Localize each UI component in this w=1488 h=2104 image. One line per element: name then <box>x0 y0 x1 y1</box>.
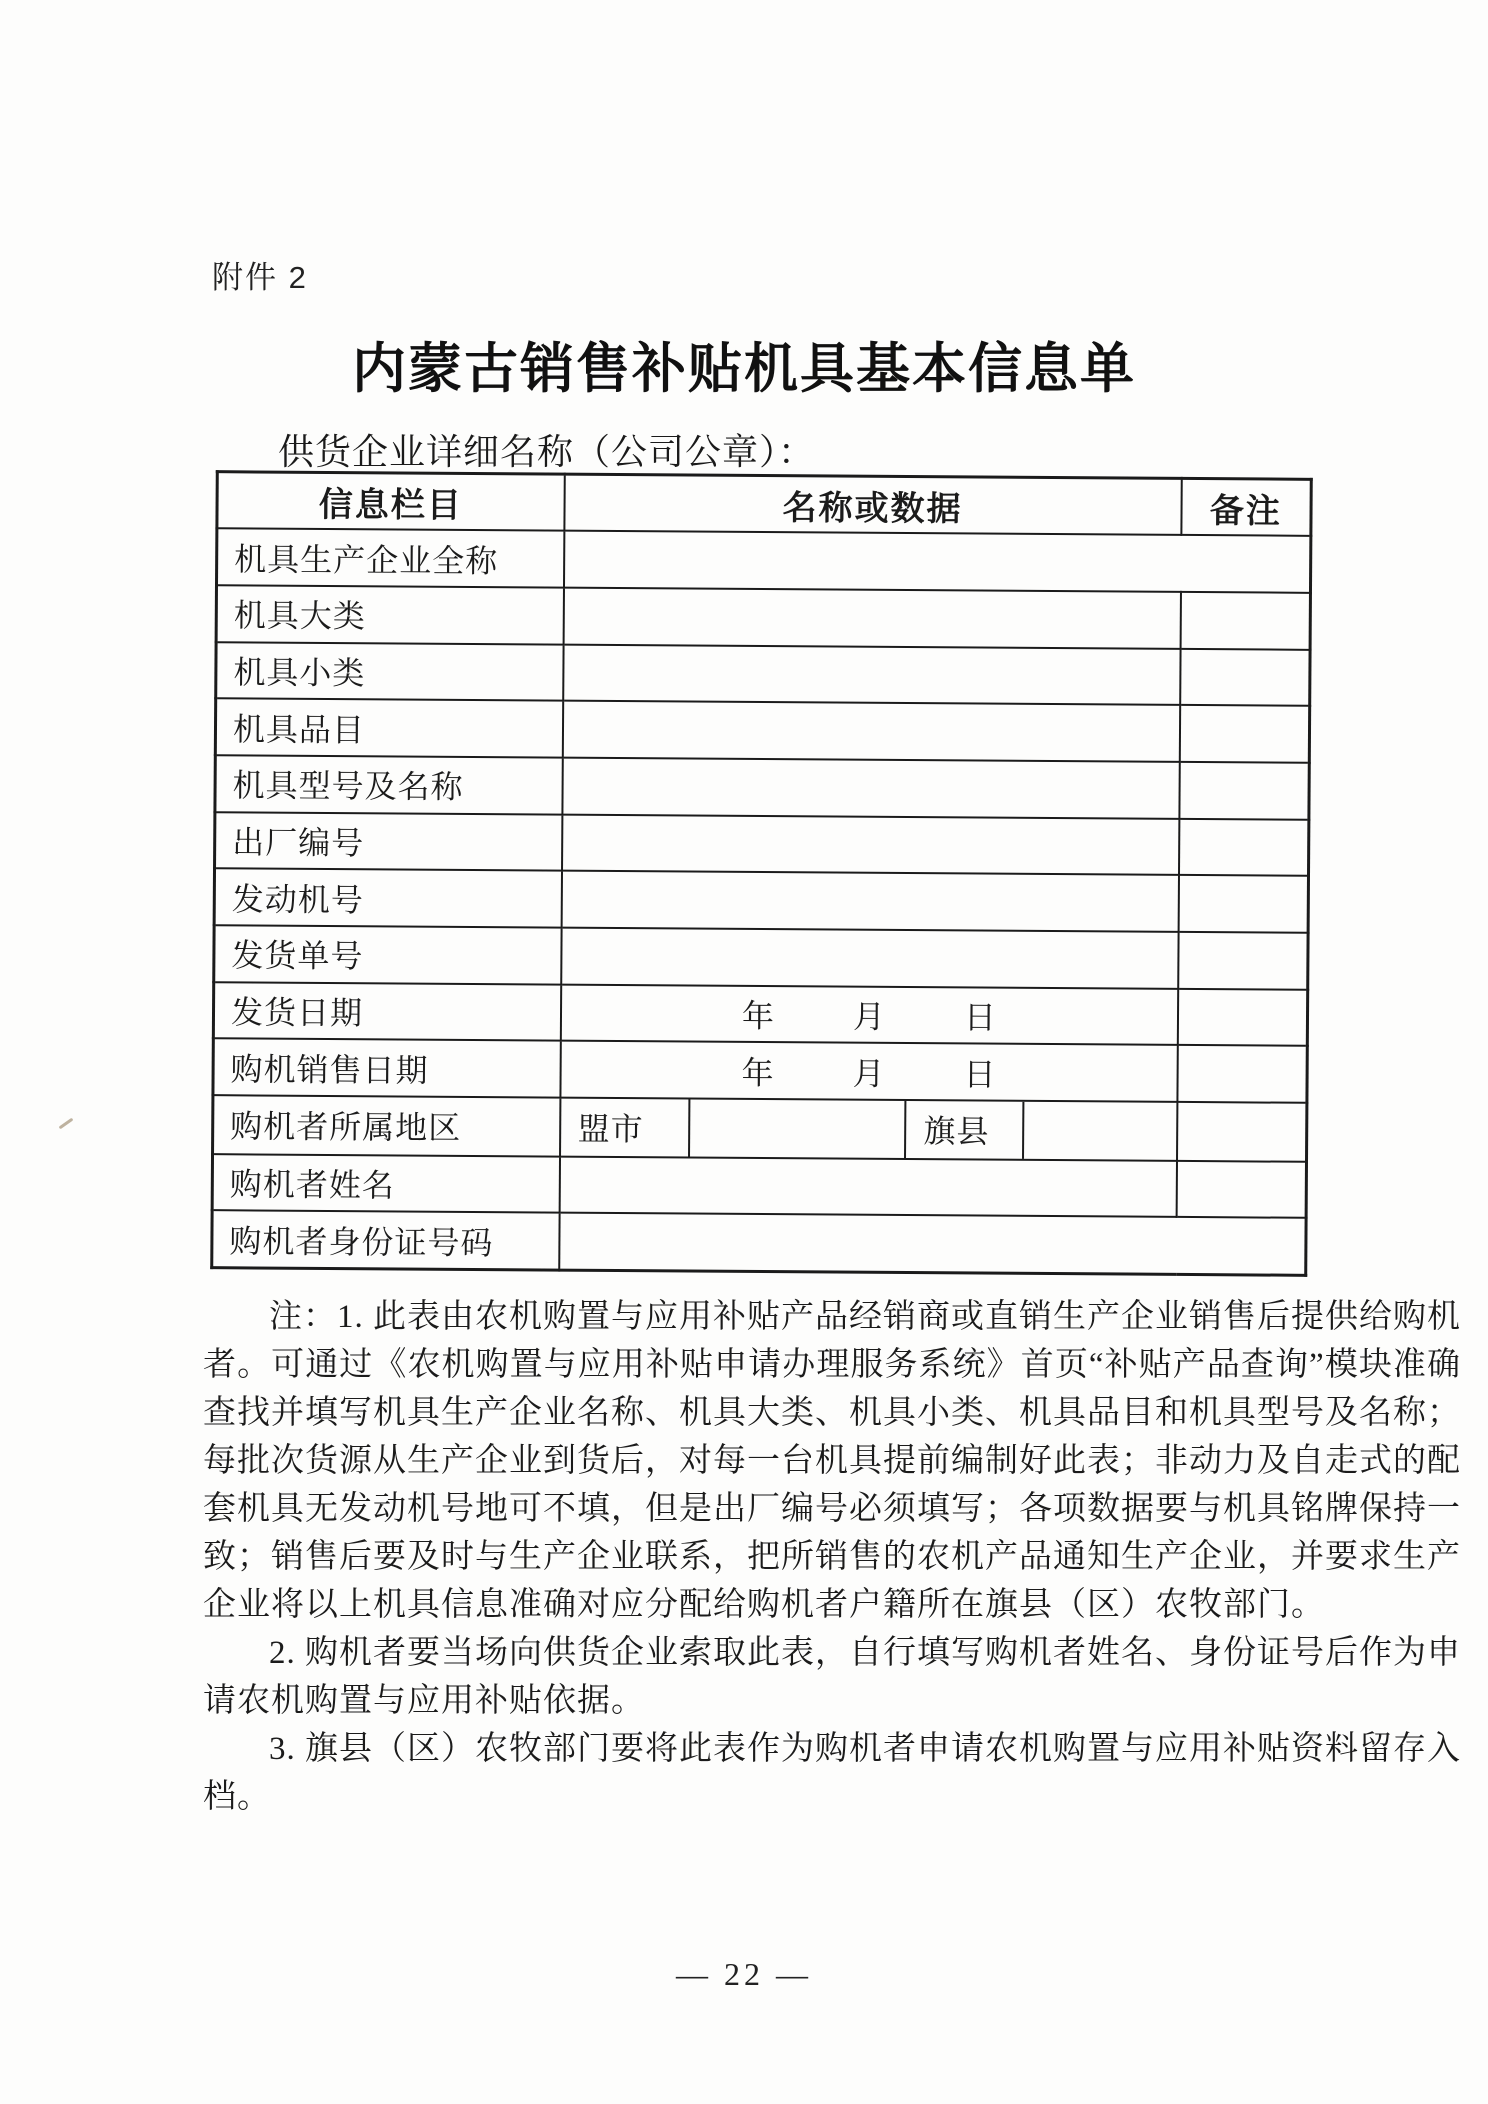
row-value-cell <box>559 1213 1306 1275</box>
date-year-label: 年 <box>741 997 775 1035</box>
table-row <box>215 755 1309 819</box>
row-value-cell <box>562 758 1179 819</box>
page-number: — 22 — <box>676 1956 812 1992</box>
table-row <box>213 1095 1307 1161</box>
table-row <box>216 642 1310 706</box>
scan-artifact-mark <box>59 1118 74 1130</box>
row-value-cell <box>563 644 1180 705</box>
notes-section <box>203 1293 1461 1821</box>
date-day-label: 日 <box>963 1056 996 1093</box>
row-label-cell: 购机销售日期 <box>213 1039 560 1098</box>
table-row <box>212 1211 1306 1275</box>
row-remark-cell <box>1177 989 1307 1047</box>
table-row <box>214 925 1308 989</box>
row-value-cell <box>559 1156 1176 1217</box>
date-month-label: 月 <box>852 998 886 1035</box>
date-year-label: 年 <box>741 1054 774 1091</box>
machinery-info-table <box>210 470 1313 1276</box>
row-label-cell: 发动机号 <box>214 868 561 927</box>
date-placeholder <box>561 1046 1176 1096</box>
row-remark-cell <box>1177 1102 1307 1162</box>
row-value-cell <box>560 1041 1177 1102</box>
col-header-name-or-data: 名称或数据 <box>564 474 1181 535</box>
league-city-label: 盟市 <box>577 1111 644 1148</box>
row-label-cell: 机具生产企业全称 <box>216 528 563 587</box>
row-value-cell <box>562 701 1179 762</box>
row-remark-cell <box>1176 1161 1306 1219</box>
document-title: 内蒙古销售补贴机具基本信息单 <box>352 339 1136 399</box>
row-remark-cell <box>1177 1045 1307 1103</box>
row-value-cell <box>561 871 1178 932</box>
row-value-cell <box>560 1098 1177 1161</box>
row-label-cell: 机具品目 <box>215 698 562 757</box>
note-paragraph-1: 注：1. 此表由农机购置与应用补贴产品经销商或直销生产企业销售后提供给购机者。可通过《农机购置与应用补贴申请办理服务系统》首页“补贴产品查询”模块准确查找并填写机具生产企业名称、机具大类、机具小类、机具品目和机具型号及名称；每批次货源从生产企业到货后，对每一台机具提前编制好此表；非动力及自走式的配套机具无发动机号地可不填，但是出厂编号必须填写；各项数据要与机具铭牌保持一致；销售后要及时与生产企业联系，把所销售的农机产品通知生产企业，并要求生产企业将以上机具信息准确对应分配给购机者户籍所在旗县（区）农牧部门。 <box>203 1299 1461 1623</box>
table-row <box>213 982 1307 1046</box>
row-remark-cell <box>1178 932 1308 990</box>
attachment-label: 附件 2 <box>212 260 308 295</box>
date-placeholder <box>561 990 1176 1040</box>
table-row <box>213 1039 1307 1103</box>
row-label-cell: 发货单号 <box>214 925 561 984</box>
row-label-cell: 机具小类 <box>216 642 563 701</box>
league-city-blank-cell <box>688 1100 905 1158</box>
table-row <box>212 1154 1306 1218</box>
row-label-cell: 机具型号及名称 <box>215 755 562 814</box>
row-remark-cell <box>1179 762 1309 820</box>
col-header-remarks: 备注 <box>1181 478 1311 536</box>
table-row <box>215 812 1309 876</box>
row-value-cell <box>563 531 1310 593</box>
row-label-cell: 机具大类 <box>216 585 563 644</box>
date-day-label: 日 <box>963 999 997 1036</box>
row-remark-cell <box>1179 705 1309 763</box>
table-row <box>215 698 1309 762</box>
table-row <box>216 585 1310 649</box>
supplier-name-seal-line: 供货企业详细名称（公司公章）： <box>278 431 816 472</box>
date-month-label: 月 <box>852 1055 885 1092</box>
table-row <box>214 868 1308 932</box>
col-header-info-item: 信息栏目 <box>217 472 564 531</box>
note-paragraph-3: 3. 旗县（区）农牧部门要将此表作为购机者申请农机购置与应用补贴资料留存入档。 <box>203 1731 1461 1815</box>
row-remark-cell <box>1180 648 1310 706</box>
row-value-cell <box>563 587 1180 648</box>
table-header-row <box>217 472 1311 536</box>
row-value-cell <box>562 814 1179 875</box>
banner-county-label: 旗县 <box>904 1101 1022 1159</box>
row-label-cell: 购机者身份证号码 <box>212 1211 559 1270</box>
row-value-cell <box>560 984 1177 1045</box>
row-remark-cell <box>1178 819 1308 877</box>
row-label-cell: 购机者所属地区 <box>213 1095 560 1156</box>
banner-county-blank-cell <box>1022 1102 1176 1160</box>
row-label-cell: 购机者姓名 <box>212 1154 559 1213</box>
row-value-cell <box>561 928 1178 989</box>
row-remark-cell <box>1180 592 1310 650</box>
row-label-cell: 出厂编号 <box>215 812 562 871</box>
table-row <box>216 528 1310 592</box>
row-label-cell: 发货日期 <box>213 982 560 1041</box>
row-remark-cell <box>1178 875 1308 933</box>
region-subcells <box>561 1099 1176 1160</box>
note-paragraph-2: 2. 购机者要当场向供货企业索取此表，自行填写购机者姓名、身份证号后作为申请农机购置与应用补贴依据。 <box>203 1635 1461 1719</box>
